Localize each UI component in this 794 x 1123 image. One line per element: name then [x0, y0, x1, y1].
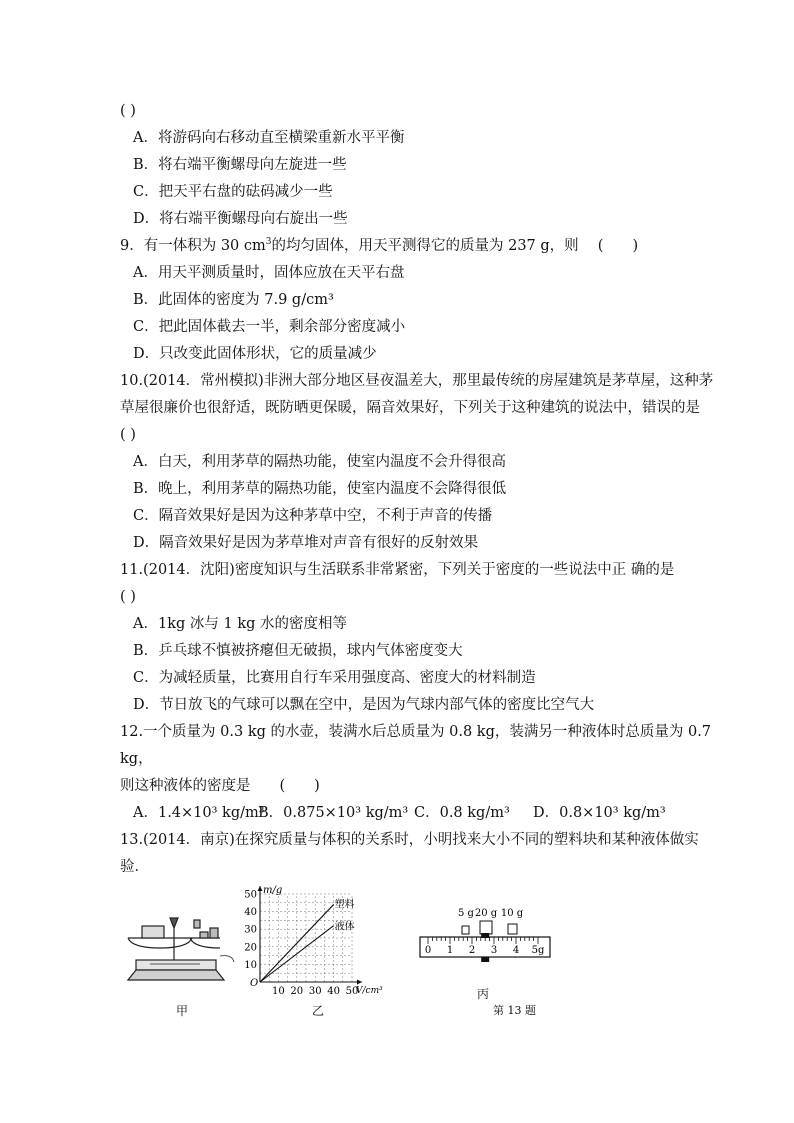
q9-option-a: A．用天平测质量时，固体应放在天平右盘	[133, 265, 405, 281]
x-tick-label: 50	[345, 986, 359, 997]
label-yi: 乙	[312, 1004, 325, 1018]
rider-top	[481, 933, 489, 938]
q10-paren: ( )	[120, 427, 136, 443]
q11-option-d: D．节日放飞的气球可以飘在空中，是因为气球内部气体的密度比空气大	[133, 697, 595, 713]
q9-stem	[120, 236, 638, 256]
q13-figures	[120, 884, 680, 1024]
y-tick-label: 20	[244, 942, 257, 954]
q10-option-c: C．隔音效果好是因为这种茅草中空，不利于声音的传播	[133, 508, 493, 524]
q9-stem-part-a: 9．有一体积为 30 cm	[120, 238, 266, 254]
x-axis-arrow	[357, 980, 362, 985]
q12-option-b: B．0.875×10³ kg/m³	[258, 805, 409, 821]
q12-option-a: A．1.4×10³ kg/m³	[133, 805, 265, 821]
x-tick-label: 40	[327, 986, 340, 997]
q8-option-c: C．把天平右盘的砝码减少一些	[133, 184, 333, 200]
weight-10g	[508, 924, 517, 934]
origin-label: O	[250, 978, 259, 989]
figure-caption: 第 13 题	[493, 1004, 536, 1017]
balance-figure	[120, 904, 240, 994]
q9-option-d: D．只改变此固体形状，它的质量减少	[133, 346, 377, 362]
q9-stem-part-b: 的均匀固体，用天平测得它的质量为 237 g，则 ( )	[271, 238, 639, 254]
q13-line-2: 验．	[120, 859, 149, 875]
q9-option-c: C．把此固体截去一半，剩余部分密度减小	[133, 319, 406, 335]
q12-option-c: C．0.8 kg/m³	[414, 805, 510, 821]
q10-option-a: A．白天，利用茅草的隔热功能，使室内温度不会升得很高	[133, 454, 506, 470]
q12-line-1: 12.一个质量为 0.3 kg 的水壶，装满水后总质量为 0.8 kg，装满另一种液体时总质量为 0.7	[120, 724, 712, 740]
q10-option-d: D．隔音效果好是因为茅草堆对声音有很好的反射效果	[133, 535, 479, 551]
q8-option-d: D．将右端平衡螺母向右旋出一些	[133, 211, 348, 227]
y-axis-arrow	[258, 886, 263, 891]
scale-label: 3	[490, 945, 498, 956]
q8-paren: ( )	[120, 103, 136, 119]
q10-line-2: 草屋很廉价也很舒适，既防晒更保暖，隔音效果好，下列关于这种建筑的说法中，错误的是	[120, 400, 700, 416]
rider-scale-figure	[418, 904, 558, 974]
rider-bottom	[481, 957, 489, 962]
y-tick-label: 40	[244, 907, 257, 919]
q11-option-b: B．乒乓球不慎被挤瘪但无破损，球内气体密度变大	[133, 643, 463, 659]
q11-paren: ( )	[120, 589, 136, 605]
y-tick-label: 50	[244, 889, 257, 901]
q11-option-a: A．1kg 冰与 1 kg 水的密度相等	[133, 616, 347, 632]
series-label-plastic: 塑料	[334, 899, 355, 911]
y-tick-label: 30	[244, 924, 257, 936]
series-label-liquid: 液体	[334, 921, 355, 933]
label-bing: 丙	[477, 987, 490, 1001]
scale-label: 5g	[531, 945, 545, 956]
q9-stem-sup: 3	[265, 237, 272, 248]
scale-label: 1	[446, 945, 454, 956]
q8-option-b: B．将右端平衡螺母向左旋进一些	[133, 157, 347, 173]
q10-option-b: B．晚上，利用茅草的隔热功能，使室内温度不会降得很低	[133, 481, 507, 497]
weight-20g	[480, 921, 492, 934]
y-axis-label: m/g	[263, 885, 283, 896]
mass-volume-graph	[238, 884, 418, 1009]
q12-line-2: kg，	[120, 751, 153, 767]
x-tick-label: 20	[290, 986, 304, 997]
scale-label: 0	[424, 945, 432, 956]
x-tick-label: 10	[272, 986, 285, 997]
x-axis-label: V/cm³	[356, 986, 383, 996]
q8-option-a: A．将游码向右移动直至横梁重新水平平衡	[133, 130, 405, 146]
x-tick-label: 30	[308, 986, 322, 997]
weight-label: 20 g	[474, 908, 498, 919]
scale-label: 4	[512, 945, 520, 956]
scale-label: 2	[468, 945, 476, 956]
q11-option-c: C．为减轻质量，比赛用自行车采用强度高、密度大的材料制造	[133, 670, 536, 686]
q12-option-d: D．0.8×10³ kg/m³	[533, 805, 666, 821]
q12-line-3: 则这种液体的密度是 ( )	[120, 778, 320, 794]
weight-5g	[462, 926, 469, 934]
q13-line-1: 13.(2014．南京)在探究质量与体积的关系时，小明找来大小不同的塑料块和某种液体做实	[120, 832, 699, 848]
weight-label: 10 g	[500, 908, 524, 919]
q10-line-1: 10.(2014．常州模拟)非洲大部分地区昼夜温差大，那里最传统的房屋建筑是茅草屋，这种茅	[120, 373, 714, 389]
weight-label: 5 g	[458, 908, 474, 919]
y-tick-label: 10	[244, 959, 257, 971]
q9-option-b: B．此固体的密度为 7.9 g/cm³	[133, 292, 334, 308]
q11-line-1: 11.(2014．沈阳)密度知识与生活联系非常紧密，下列关于密度的一些说法中正 确的是	[120, 562, 675, 578]
label-jia: 甲	[176, 1004, 189, 1018]
